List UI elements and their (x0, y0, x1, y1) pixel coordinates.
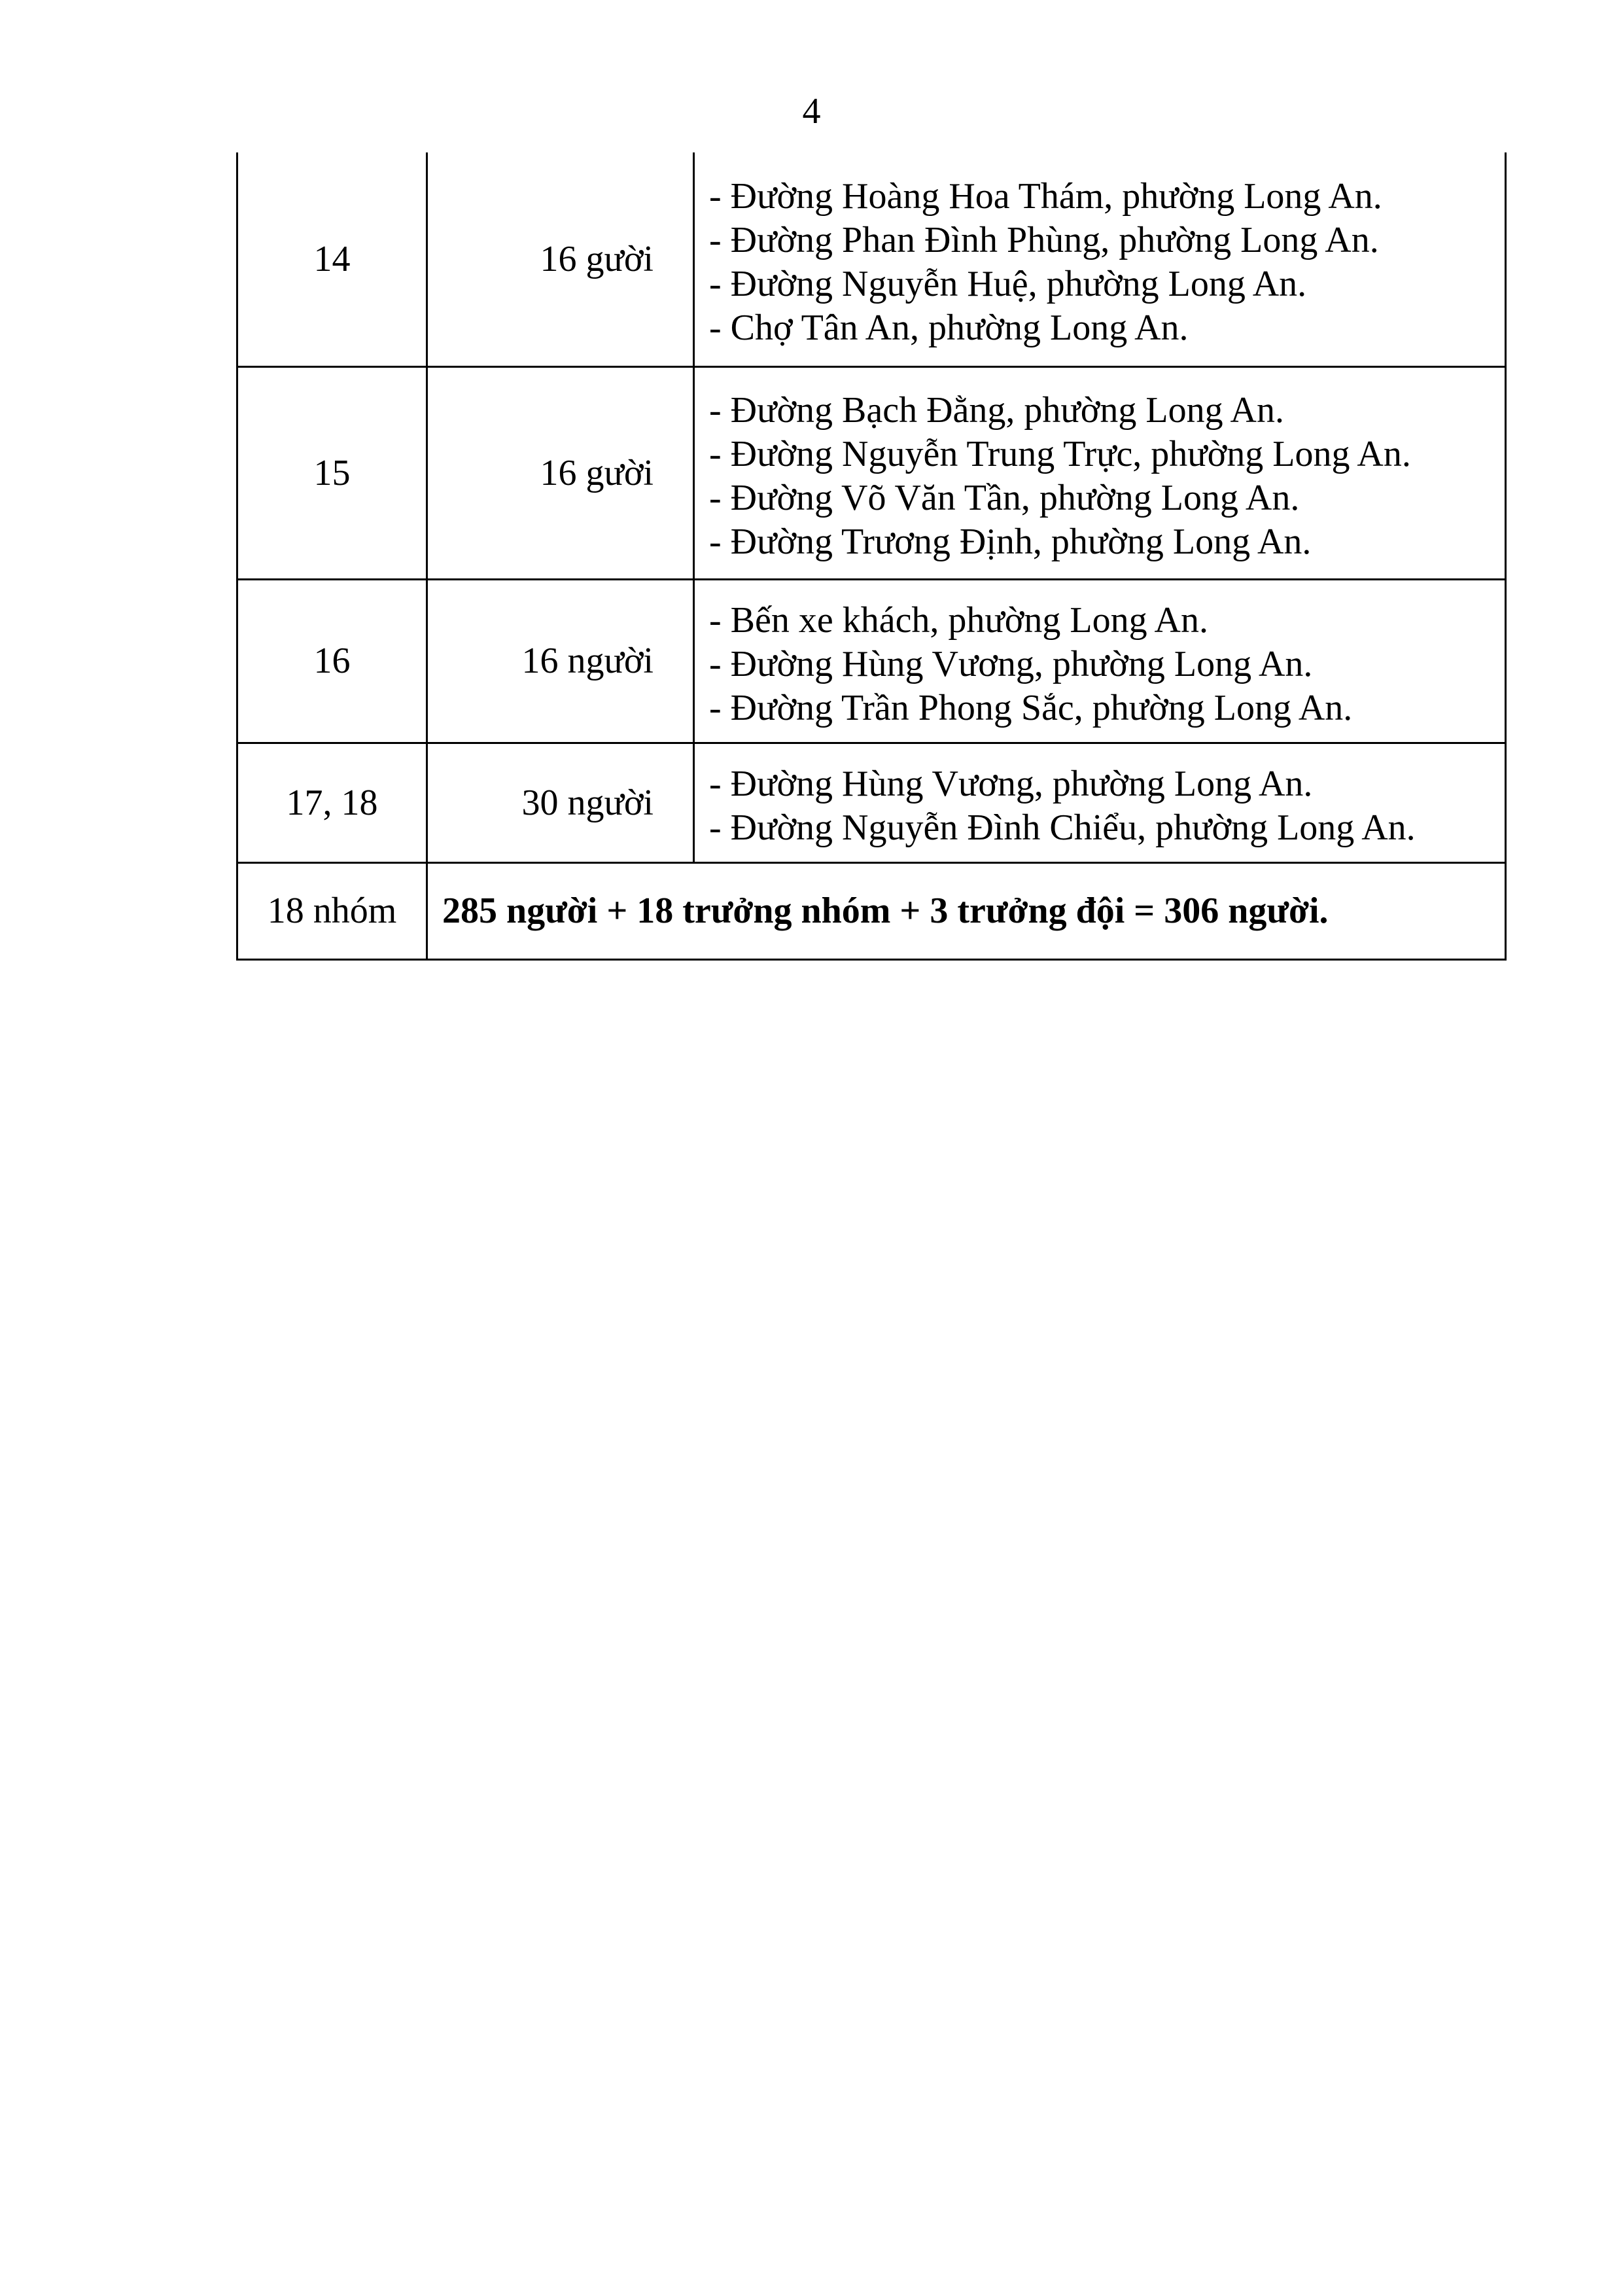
location-item: - Đường Nguyễn Huệ, phường Long An. (709, 263, 1307, 304)
table-row (237, 366, 1506, 579)
location-item: - Đường Nguyễn Trung Trực, phường Long An. (709, 433, 1411, 474)
group-cell: 15 (237, 366, 427, 579)
location-item: - Đường Trương Định, phường Long An. (709, 521, 1312, 562)
people-cell: 30 người (427, 743, 694, 862)
location-item: - Đường Hoàng Hoa Thám, phường Long An. (709, 175, 1382, 217)
assignment-table (236, 152, 1507, 961)
locations-cell (694, 579, 1506, 743)
locations-cell (694, 152, 1506, 366)
table-row (237, 743, 1506, 862)
table-row (237, 579, 1506, 743)
location-item: - Đường Phan Đình Phùng, phường Long An. (709, 219, 1379, 260)
location-item: - Đường Hùng Vương, phường Long An. (709, 763, 1313, 804)
location-item: - Đường Trần Phong Sắc, phường Long An. (709, 687, 1353, 728)
table-row (237, 152, 1506, 366)
total-label-cell: 18 nhóm (237, 862, 427, 959)
total-row (237, 862, 1506, 959)
page-number: 4 (802, 91, 821, 132)
location-item: - Bến xe khách, phường Long An. (709, 599, 1208, 641)
group-cell: 16 (237, 579, 427, 743)
people-cell: 16 gười (427, 152, 694, 366)
people-cell: 16 gười (427, 366, 694, 579)
locations-cell (694, 743, 1506, 862)
location-item: - Đường Nguyễn Đình Chiểu, phường Long An. (709, 807, 1416, 848)
location-item: - Đường Hùng Vương, phường Long An. (709, 643, 1313, 684)
location-item: - Chợ Tân An, phường Long An. (709, 307, 1189, 348)
group-cell: 14 (237, 152, 427, 366)
location-item: - Đường Bạch Đằng, phường Long An. (709, 389, 1284, 431)
location-item: - Đường Võ Văn Tần, phường Long An. (709, 477, 1300, 518)
locations-cell (694, 366, 1506, 579)
people-cell: 16 người (427, 579, 694, 743)
total-summary-cell: 285 người + 18 trưởng nhóm + 3 trưởng đội = 306 người. (427, 862, 1506, 959)
group-cell: 17, 18 (237, 743, 427, 862)
